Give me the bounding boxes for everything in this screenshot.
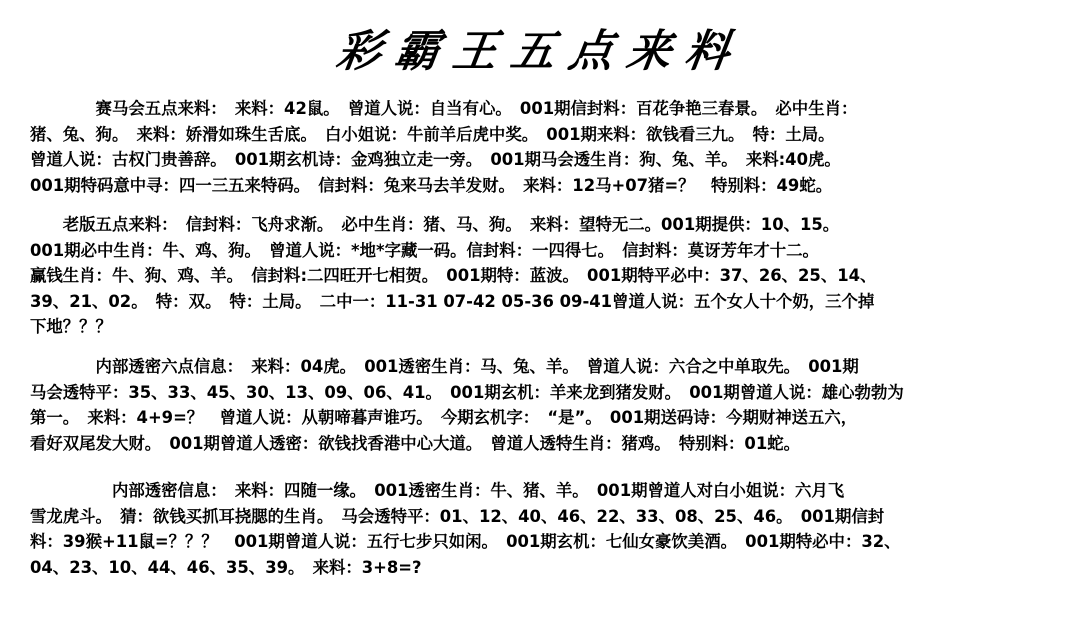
text-line: 马会透特平：35、33、45、30、13、09、06、41。 001期玄机：羊来龙到猪发财。 001期曾道人说：雄心勃勃为 [30,382,904,402]
text-line: 赢钱生肖：牛、狗、鸡、羊。 信封料:二四旺开七相贺。 001期特：蓝波。 001期特平必中：37、26、25、14、 [30,266,877,285]
text-line: 下地？？？ [30,317,112,336]
section-old-version-five-point [30,212,1060,340]
text-line: 料：39猴+11鼠=？？？ 001期曾道人说：五行七步只如闲。 001期玄机：七仙女豪饮美酒。 001期特必中：32、 [30,532,901,551]
text-line: 雪龙虎斗。 猜：欲钱买抓耳挠腮的生肖。 马会透特平：01、12、40、46、22、33、08、25、46。 001期信封 [30,506,885,526]
text-line: 39、21、02。 特：双。 特：土局。 二中一：11-31 07-42 05-36 09-41曾道人说：五个女人十个奶，三个掉 [30,291,875,311]
section-internal-info [30,478,1060,580]
text-line: 看好双尾发大财。 001期曾道人透密：欲钱找香港中心大道。 曾道人透特生肖：猪鸡。 特别料：01蛇。 [30,433,800,453]
text-line: 001期必中生肖：牛、鸡、狗。 曾道人说：*地*字藏一码。信封料：一四得七。 信封料：莫讶芳年才十二。 [30,240,819,260]
section-saima-five-point [30,96,1060,198]
section-internal-six-point [30,354,1060,456]
text-line: 第一。 来料：4+9=？ 曾道人说：从朝啼暮声谁巧。 今期玄机字： “是”。 001期送码诗：今期财神送五六， [30,408,858,427]
text-line: 内部透密信息： 来料：四随一缘。 001透密生肖：牛、猪、羊。 001期曾道人对白小姐说：六月飞 [30,481,845,500]
text-line: 赛马会五点来料： 来料：42鼠。 曾道人说：自当有心。 001期信封料：百花争艳三春景。 必中生肖： [30,99,858,118]
text-line: 曾道人说：古权门贵善辞。 001期玄机诗：金鸡独立走一旁。 001期马会透生肖：狗、兔、羊。 来料:40虎。 [30,150,841,169]
text-line: 04、23、10、44、46、35、39。 来料：3+8=? [30,557,422,577]
text-line: 内部透密六点信息： 来料：04虎。 001透密生肖：马、兔、羊。 曾道人说：六合之中单取先。 001期 [30,357,859,376]
text-line: 老版五点来料： 信封料：飞舟求渐。 必中生肖：猪、马、狗。 来料：望特无二。001期提供：10、15。 [30,215,840,234]
page-title: 彩霸王五点来料 [333,26,747,77]
text-line: 猪、兔、狗。 来料：娇滑如珠生舌底。 白小姐说：牛前羊后虎中奖。 001期来料：欲钱看三九。 特：土局。 [30,124,835,144]
text-line: 001期特码意中寻：四一三五来特码。 信封料：兔来马去羊发财。 来料：12马+07猪=？ 特别料：49蛇。 [30,175,833,195]
